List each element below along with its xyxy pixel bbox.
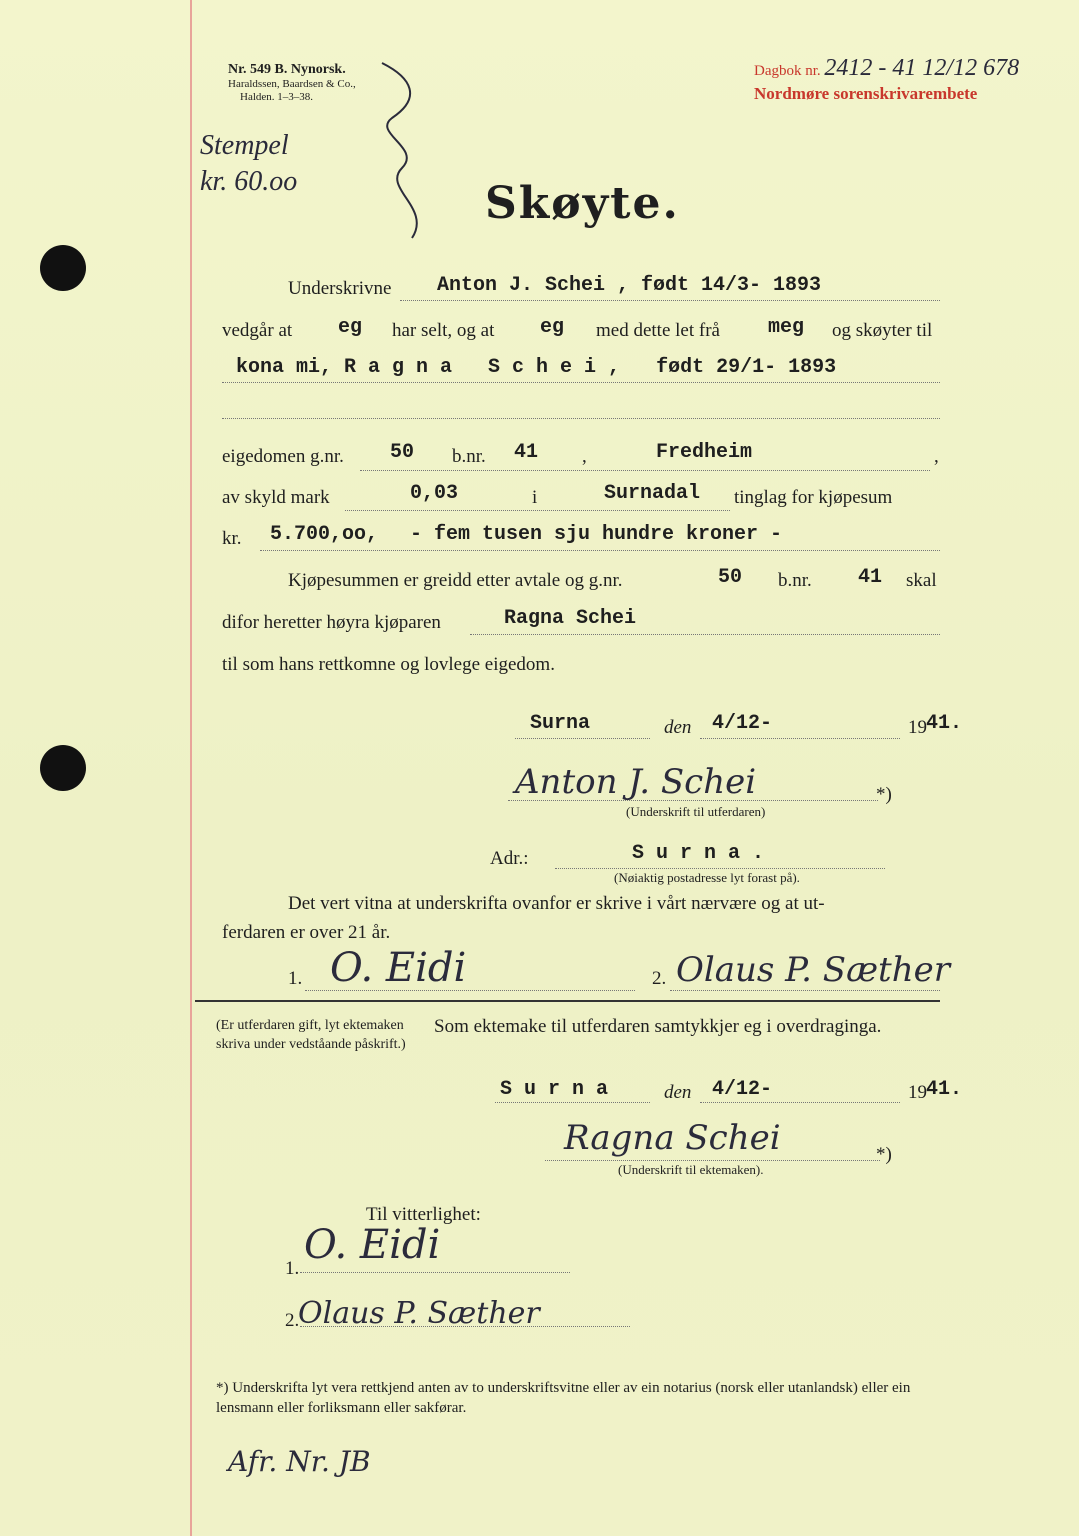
amount-field: 5.700,oo,	[270, 523, 379, 546]
dagbok-stamp	[754, 55, 1019, 82]
dagbok-number: 2412 - 41 12/12 678	[824, 55, 1020, 81]
og-skoyter-label: og skøyter til	[832, 320, 933, 341]
til-som-text: til som hans rettkomne og lovlege eigedom.	[222, 654, 555, 675]
har-selt-label: har selt, og at	[392, 320, 495, 341]
vitne-1-signature: O. Eidi	[304, 1222, 441, 1268]
witness-2-signature: Olaus P. Sæther	[676, 950, 950, 990]
place-field: Surna	[530, 712, 591, 735]
meg-field: meg	[768, 316, 805, 339]
grantor-signature: Anton J. Schei	[515, 762, 757, 802]
date-field: 4/12-	[712, 712, 773, 735]
dagbok-label: Dagbok nr.	[754, 63, 821, 79]
amount-words-field: - fem tusen sju hundre kroner -	[410, 523, 783, 546]
spouse-place-field: S u r n a	[500, 1078, 609, 1101]
address-caption: (Nøiaktig postadresse lyt forast på).	[614, 870, 800, 885]
footnote-text: *) Underskrifta lyt vera rettkjend anten av to underskriftsvitne eller av ein notarius (norsk eller utanlandsk) eller ein lensmann eller forliksmann eller sakførar.	[216, 1380, 911, 1416]
gnr-field: 50	[390, 441, 415, 464]
punch-hole	[40, 245, 86, 291]
tinglag-label: tinglag for kjøpesum	[734, 487, 893, 508]
publisher-info	[228, 62, 356, 104]
vedgar-at-label: vedgår at	[222, 320, 293, 341]
spouse-signature: Ragna Schei	[564, 1118, 781, 1158]
grantee-field: kona mi, R a g n a S c h e i , født 29/1- 1893	[236, 356, 837, 379]
document-page: Nr. 549 B. Nynorsk. Haraldssen, Baardsen & Co., Halden. 1–3–38. Stempel kr. 60.oo Dagbok nr. 2412 - 41 12/12 678 Nordmøre sorenskrivarembete Skøyte. Underskrivne Anton J. Schei , født 14/3- 1893 vedgår at eg har selt, og at eg med dette let frå meg og skøyter til kona mi, R a g n a S c h e i , født 29/1- 1893 eigedomen g.nr. 50 b.nr. 41 , Fredheim , av skyld mark 0,03 i Surnadal tinglag for kjøpesum kr. 5.700,oo, - fem tusen sju hundre kroner - Kjøpesummen er greidd etter avtale og g.nr. 50 b.nr. 41 skal difor heretter høyra kjøparen Ragna Schei til som hans rettkomne og lovlege eigedom. Surna den 4/12- 19 41. Anton J. Schei (Underskrift til utferdaren) *) Adr.: S u r n a . (Nøiaktig postadresse lyt forast på). Det vert vitna at underskrifta ovanfor er skrive i vårt nærvære og at ut- ferdaren er over 21 år. 1. O. Eidi 2. Olaus P. Sæther (Er utferdaren gift, lyt ektemaken skriva under vedståande påskrift.) Som ektemake til utferdaren samtykkjer eg i overdraginga. S u r n a den 4/12- 19 41. Ragna Schei (Underskrift til ektemaken). *) Til vitterlighet: 1. O. Eidi 2. Olaus P. Sæther *) Underskrifta lyt vera rettkjend anten av to underskriftsvitne eller av ein notarius (norsk eller utanlandsk) eller ein lensmann eller forliksmann eller sakførar. Afr. Nr. JB	[0, 0, 1079, 1536]
spouse-year-prefix: 19	[908, 1082, 927, 1103]
year-suffix: 41.	[926, 712, 963, 735]
handwritten-flourish	[372, 58, 442, 248]
kr-label: kr.	[222, 528, 242, 549]
grantor-signature-caption: (Underskrift til utferdaren)	[626, 804, 766, 819]
publisher-name: Haraldssen, Baardsen & Co.,	[228, 78, 356, 90]
gnr-label: eigedomen g.nr.	[222, 446, 344, 467]
address-label: Adr.:	[490, 848, 529, 869]
grantor-field: Anton J. Schei , født 14/3- 1893	[437, 274, 822, 297]
gnr-field-2: 50	[718, 566, 743, 589]
property-name-field: Fredheim	[656, 441, 753, 464]
witness-2-number: 2.	[652, 968, 667, 989]
witness-text-2: ferdaren er over 21 år.	[222, 922, 391, 943]
office-stamp: Nordmøre sorenskrivarembete	[754, 84, 978, 103]
vitne-2-number: 2.	[285, 1310, 300, 1331]
section-divider	[195, 1000, 940, 1002]
punch-hole	[40, 745, 86, 791]
page-title: Skøyte.	[485, 178, 680, 229]
footnote-marker: *)	[876, 784, 892, 805]
witness-text: Det vert vitna at underskrifta ovanfor er skrive i vårt nærvære og at ut-	[288, 893, 825, 914]
vitterlighet-label: Til vitterlighet:	[366, 1204, 481, 1225]
municipality-field: Surnadal	[604, 482, 701, 505]
skyld-label: av skyld mark	[222, 487, 330, 508]
form-number: Nr. 549 B. Nynorsk.	[228, 62, 346, 77]
spouse-consent-text: Som ektemake til utferdaren samtykkjer eg i overdraginga.	[434, 1016, 882, 1037]
witness-1-signature: O. Eidi	[330, 945, 467, 991]
den-label: den	[664, 717, 692, 738]
underskrivne-label: Underskrivne	[288, 278, 392, 299]
i-label: i	[532, 487, 538, 508]
vitne-2-signature: Olaus P. Sæther	[298, 1296, 540, 1331]
year-prefix: 19	[908, 717, 927, 738]
spouse-footnote-marker: *)	[876, 1144, 892, 1165]
spouse-date-field: 4/12-	[712, 1078, 773, 1101]
margin-stamp-note: Stempel kr. 60.oo	[200, 130, 298, 197]
eg-field-1: eg	[338, 316, 363, 339]
difor-text: difor heretter høyra kjøparen	[222, 612, 441, 633]
bnr-label: b.nr.	[452, 446, 486, 467]
med-dette-label: med dette let frå	[596, 320, 720, 341]
kjopesum-text: Kjøpesummen er greidd etter avtale og g.nr.	[288, 570, 623, 591]
bnr-field: 41	[514, 441, 539, 464]
eg-field-2: eg	[540, 316, 565, 339]
witness-1-number: 1.	[288, 968, 303, 989]
bnr-label-2: b.nr.	[778, 570, 812, 591]
spouse-den-label: den	[664, 1082, 692, 1103]
buyer-field: Ragna Schei	[504, 607, 637, 630]
bnr-field-2: 41	[858, 566, 883, 589]
spouse-year-suffix: 41.	[926, 1078, 963, 1101]
spouse-side-note: (Er utferdaren gift, lyt ektemaken skriva under vedståande påskrift.)	[216, 1018, 406, 1052]
skal-label: skal	[906, 570, 937, 591]
bottom-handwritten-note: Afr. Nr. JB	[228, 1445, 371, 1478]
publisher-city: Halden. 1–3–38.	[240, 91, 314, 103]
margin-line	[190, 0, 192, 1536]
skyld-field: 0,03	[410, 482, 459, 505]
vitne-1-number: 1.	[285, 1258, 300, 1279]
spouse-signature-caption: (Underskrift til ektemaken).	[618, 1162, 764, 1177]
address-field: S u r n a .	[632, 842, 765, 865]
